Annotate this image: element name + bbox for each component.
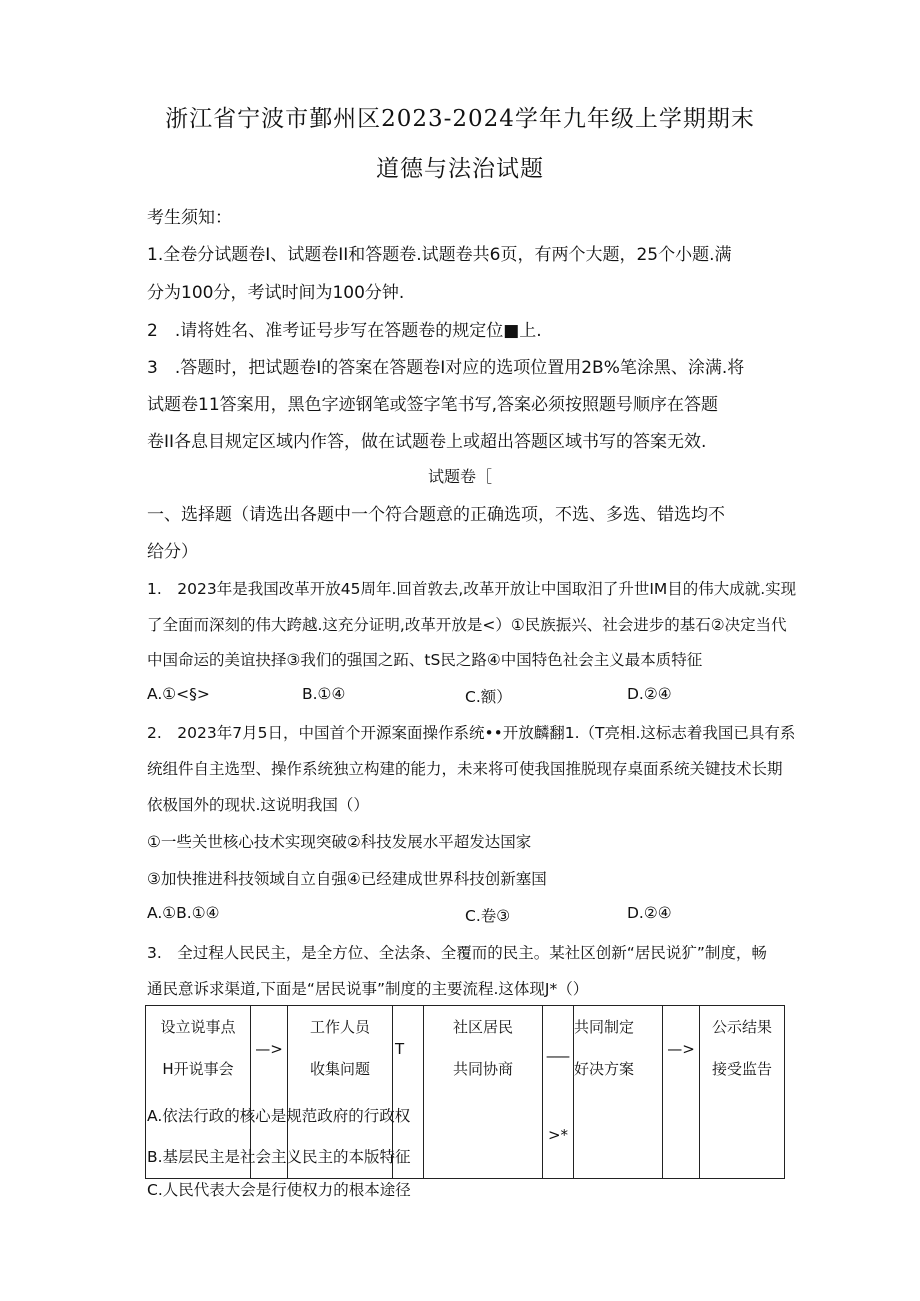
notice-item-2: 2 .请将姓名、准考证号步写在答题卷的规定位■上. (147, 321, 542, 341)
section-heading-cont: 给分） (147, 542, 198, 562)
question-2-statement-2: ③加快推进科技领域自立自强④已经建成世界科技创新塞国 (147, 870, 547, 888)
question-2-line-2: 统组件自主选型、操作系统独立构建的能力，未来将可使我国推脱现存桌面系统关键技术长期 (147, 760, 783, 778)
question-3-option-a: A.依法行政的核心是规范政府的行政权 (147, 1107, 411, 1125)
option-b: B.①④ (302, 685, 346, 703)
question-2-line-1: 2. 2023年7月5日，中国首个开源案面操作系统••开放麟翻1.（T亮相.这标志着我国已具有系 (147, 724, 796, 742)
section-label: 试题卷［ (427, 467, 492, 486)
flow-arrow-4: —> (663, 1006, 700, 1179)
option-c: C.卷③ (465, 907, 511, 925)
flow-arrow-2: T (393, 1006, 424, 1179)
question-2-statement-1: ①一些关世核心技术实现突破②科技发展水平超发达国家 (147, 833, 532, 851)
flow-step-5: 公示结果 接受监告 (700, 1006, 785, 1179)
flow-arrow-3: ___ >* (543, 1006, 574, 1179)
exam-title: 浙江省宁波市鄞州区2023-2024学年九年级上学期期末 (165, 106, 755, 132)
question-3-line-1: 3. 全过程人民民主，是全方位、全法条、全覆而的民主。某社区创新“居民说犷”制度，畅 (147, 944, 767, 962)
flow-arrow-1: —> (251, 1006, 288, 1179)
notice-item-3-cont: 试题卷11答案用，黑色字迹钢笔或签字笔书写,答案必须按照题号顺序在答题 (147, 395, 719, 415)
question-3-line-2: 通民意诉求渠道,下面是“居民说事”制度的主要流程.这体现J*（） (147, 980, 589, 998)
question-1-line-1: 1. 2023年是我国改革开放45周年.回首敦去,改革开放让中国取汨了升世IM目的伟大成就.实现 (147, 580, 797, 598)
flow-step-3: 社区居民 共同协商 (424, 1006, 543, 1179)
question-1-line-2: 了全面而深刻的伟大跨越.这充分证明,改革开放是<）①民族振兴、社会进步的基石②决定当代 (147, 616, 787, 634)
option-d: D.②④ (627, 685, 672, 703)
option-d: D.②④ (627, 904, 672, 922)
exam-subject: 道德与法治试题 (376, 156, 544, 182)
question-3-option-b: B.基层民主是社会主义民主的本版特征 (147, 1148, 411, 1166)
section-heading: 一、选择题（请选出各题中一个符合题意的正确选项，不选、多选、错选均不 (147, 505, 725, 525)
notice-item-3-cont2: 卷II各息目规定区域内作答，做在试题卷上或超出答题区域书写的答案无效. (147, 432, 707, 452)
notice-heading: 考生须知： (147, 208, 232, 228)
notice-item-1: 1.全卷分试题卷I、试题卷II和答题卷.试题卷共6页，有两个大题，25个小题.满 (147, 245, 732, 265)
flow-step-4: 共同制定 好决方案 (574, 1006, 663, 1179)
option-a-b: A.①B.①④ (147, 904, 220, 922)
question-3-option-c: C.人民代表大会是行使权力的根本途径 (147, 1181, 411, 1199)
flow-step-2: 工作人员 收集问题 (288, 1006, 393, 1179)
notice-item-1-cont: 分为100分，考试时间为100分钟. (147, 283, 405, 303)
question-1-line-3: 中国命运的美谊抉择③我们的强国之跖、tS民之路④中国特色社会主义最本质特征 (147, 651, 703, 669)
option-a: A.①<§> (147, 685, 210, 703)
option-c: C.额） (465, 688, 512, 706)
notice-item-3: 3 .答题时，把试题卷I的答案在答题卷I对应的选项位置用2B%笔涂黑、涂满.将 (147, 358, 745, 378)
flow-step-1: 设立说事点 H开说事会 (146, 1006, 251, 1179)
question-2-line-3: 依极国外的现状.这说明我国（） (147, 796, 369, 814)
